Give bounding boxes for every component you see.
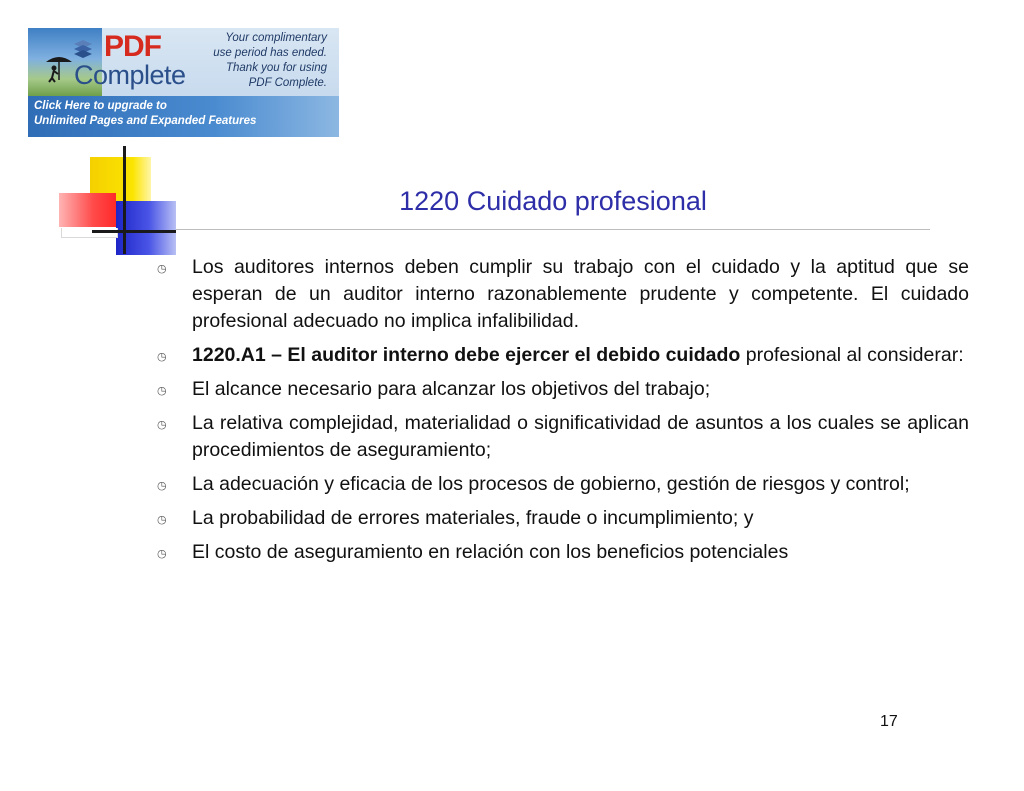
person-umbrella-icon [42,50,76,84]
pdf-complete-upgrade-banner[interactable] [28,28,339,137]
promo-line: PDF Complete. [248,77,327,89]
list-item [157,410,969,464]
list-item-text: La relativa complejidad, materialidad o significatividad de asuntos a los cuales se aplican procedimientos de aseguramiento; [192,412,969,461]
upgrade-line[interactable]: Unlimited Pages and Expanded Features [34,115,257,127]
list-item-text: El costo de aseguramiento en relación con los beneficios potenciales [192,541,789,563]
list-item-text: Los auditores internos deben cumplir su trabajo con el cuidado y la aptitud que se esperan de un auditor interno razonablemente prudente y competente. El cuidado profesional adecuado no implica infalibilidad. [192,256,969,332]
bullet-list [157,254,969,573]
list-item-text: La probabilidad de errores materiales, fraude o incumplimiento; y [192,507,754,529]
pdf-layers-icon [72,38,94,60]
promo-line: Thank you for using [225,62,327,74]
clock-bullet-icon: ◷ [157,479,167,492]
list-item-bold: 1220.A1 – El auditor interno debe ejercer el debido cuidado [192,344,741,366]
list-item [157,342,969,369]
banner-brand-pdf: PDF [104,30,161,63]
clock-bullet-icon: ◷ [157,262,167,275]
clock-bullet-icon: ◷ [157,418,167,431]
clock-bullet-icon: ◷ [157,350,167,363]
list-item-text: profesional al considerar: [740,344,964,366]
title-underline [176,229,930,230]
list-item [157,471,969,498]
clock-bullet-icon: ◷ [157,513,167,526]
upgrade-link[interactable] [28,96,339,137]
clock-bullet-icon: ◷ [157,547,167,560]
decor-red-square [59,193,116,227]
list-item-text: El alcance necesario para alcanzar los objetivos del trabajo; [192,378,711,400]
clock-bullet-icon: ◷ [157,384,167,397]
decor-vertical-line [123,146,126,254]
promo-line: Your complimentary [225,32,327,44]
list-item [157,539,969,566]
banner-promo-text [213,31,327,91]
list-item [157,376,969,403]
decor-horizontal-line [92,230,176,233]
list-item [157,254,969,335]
promo-line: use period has ended. [213,47,327,59]
list-item-text: La adecuación y eficacia de los procesos de gobierno, gestión de riesgos y control; [192,473,910,495]
banner-brand-complete: Complete [74,60,186,90]
page-number: 17 [880,713,898,730]
slide-title: 1220 Cuidado profesional [399,186,707,216]
list-item [157,505,969,532]
upgrade-line[interactable]: Click Here to upgrade to [34,100,167,112]
